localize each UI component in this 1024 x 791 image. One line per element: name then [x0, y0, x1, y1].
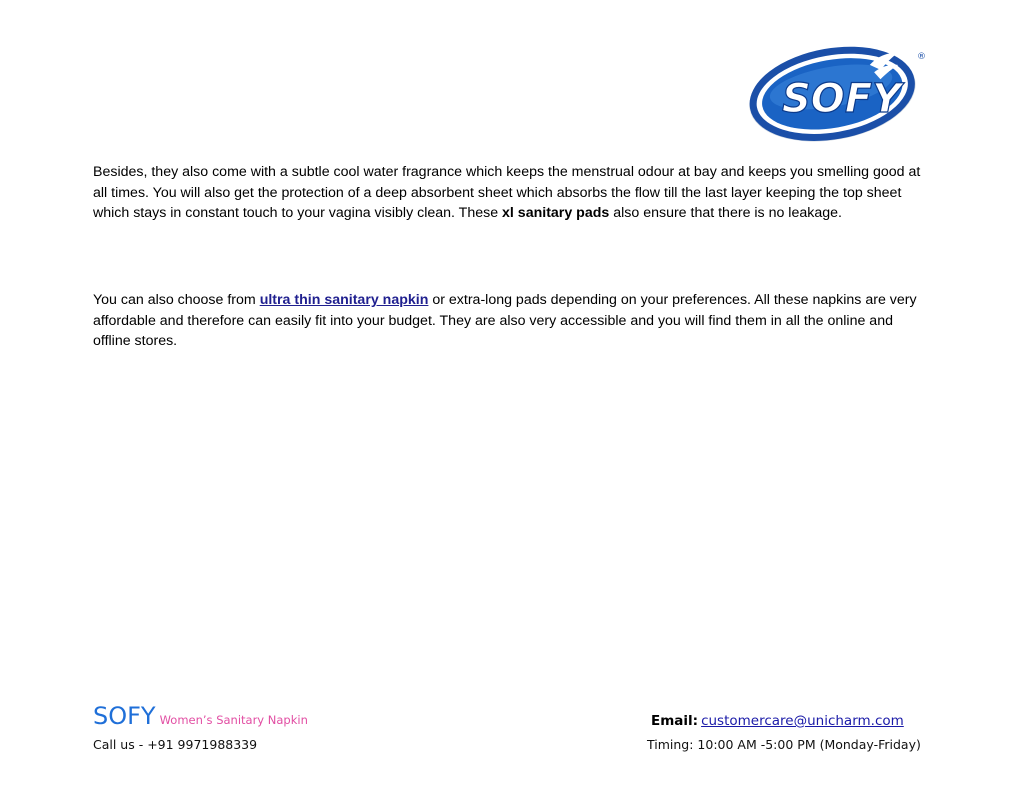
registered-mark: ®: [917, 52, 926, 62]
email-link[interactable]: customercare@unicharm.com: [701, 713, 904, 729]
paragraph-text: also ensure that there is no leakage.: [609, 205, 842, 222]
footer-email: [651, 713, 904, 729]
paragraph-text: Besides, they also come with a subtle cool water fragrance which keeps the menstrual odour at bay and keeps you smelling good at all times. You will also get the protection of a deep absorbent sheet which absorbs the flow till the last layer keeping the top sheet which stays in constant touch to your vagina visibly clean. These: [93, 164, 921, 222]
sofy-logo: [744, 38, 930, 146]
logo-text: SOFY: [782, 76, 902, 122]
paragraph-fragrance: [93, 162, 923, 224]
paragraph-text: or extra-long pads depending on your preferences. All these napkins are very affordable and therefore can easily fit into your budget. They are also very accessible and you will find them in all the online and offline stores.: [93, 292, 917, 350]
footer-call: Call us - +91 9971988339: [93, 737, 258, 752]
footer-brand: [93, 702, 308, 730]
paragraph-choose: [93, 290, 923, 352]
bold-xl-sanitary-pads: xl sanitary pads: [502, 205, 610, 222]
footer-brand-name: SOFY: [93, 702, 156, 730]
email-label: Email:: [651, 713, 699, 729]
footer-timing: Timing: 10:00 AM -5:00 PM (Monday-Friday): [647, 737, 921, 752]
footer-tagline: Women’s Sanitary Napkin: [159, 713, 308, 727]
ultra-thin-napkin-link[interactable]: ultra thin sanitary napkin: [259, 292, 429, 308]
paragraph-text: You can also choose from: [93, 292, 260, 308]
